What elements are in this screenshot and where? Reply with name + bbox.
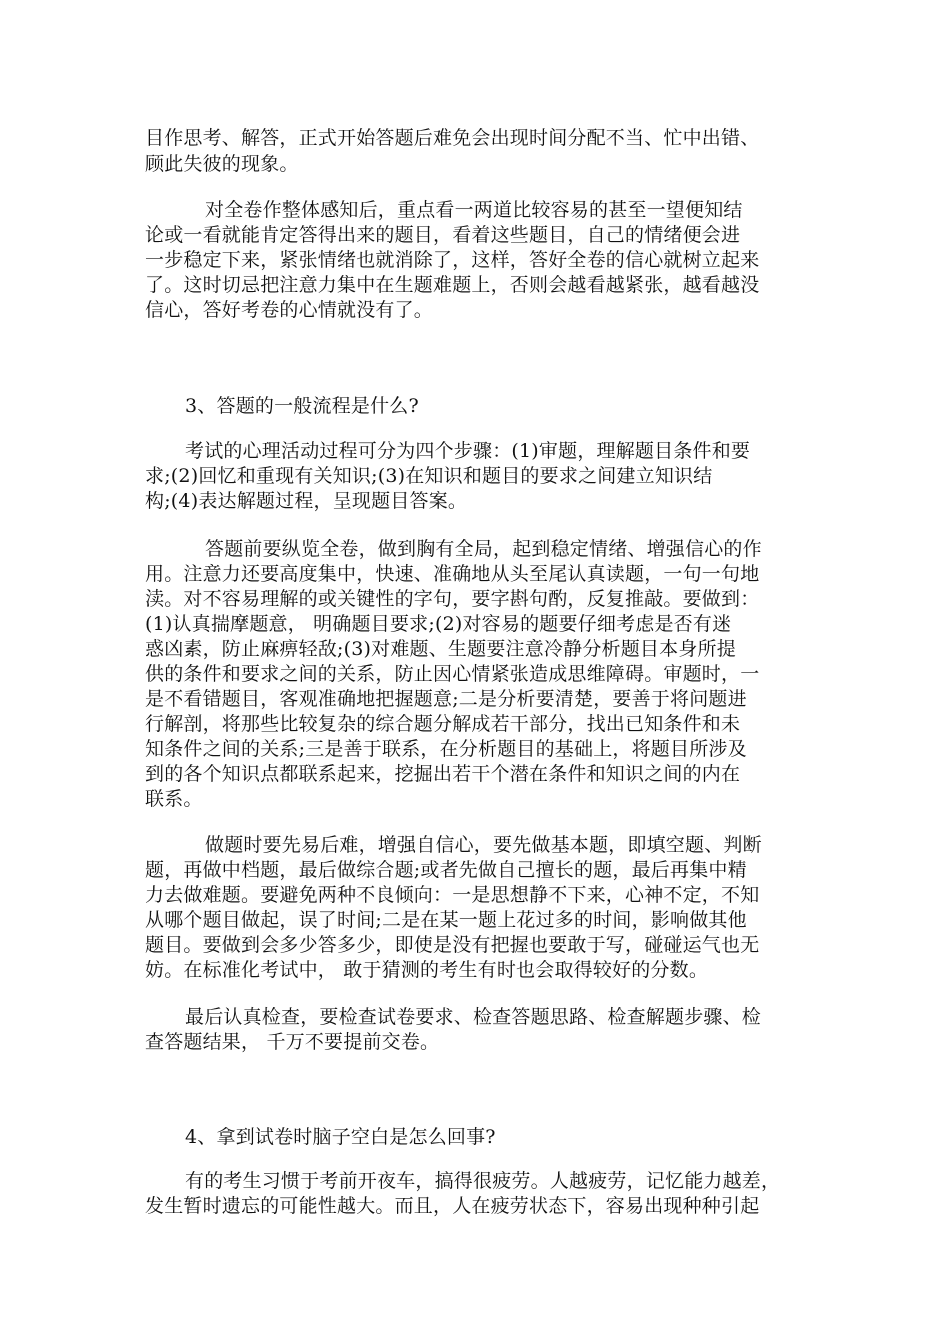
text-line: 妨。在标准化考试中， 敢于猜测的考生有时也会取得较好的分数。 [145, 959, 709, 981]
text-line: 是不看错题目，客观准确地把握题意;二是分析要清楚，要善于将问题进 [145, 688, 747, 710]
text-line: 做题时要先易后难，增强自信心，要先做基本题，即填空题、判断 [205, 834, 762, 856]
text-line: 到的各个知识点都联系起来，挖掘出若干个潜在条件和知识之间的内在 [145, 763, 741, 785]
text-line: (1)认真揣摩题意， 明确题目要求;(2)对容易的题要仔细考虑是否有迷 [145, 613, 732, 635]
text-line: 信心，答好考卷的心情就没有了。 [145, 299, 434, 321]
text-line: 一步稳定下来，紧张情绪也就消除了，这样，答好全卷的信心就树立起来 [145, 249, 760, 271]
text-line: 行解剖，将那些比较复杂的综合题分解成若干部分，找出已知条件和未 [145, 713, 741, 735]
text-line: 构;(4)表达解题过程，呈现题目答案。 [145, 490, 468, 512]
text-line: 有的考生习惯于考前开夜车，搞得很疲劳。人越疲劳，记忆能力越差， [185, 1170, 781, 1192]
text-line: 渎。对不容易理解的或关键性的字句，要字斟句酌，反复推敲。要做到： [145, 588, 760, 610]
text-line: 查答题结果， 千万不要提前交卷。 [145, 1031, 440, 1053]
text-line: 发生暂时遗忘的可能性越大。而且，人在疲劳状态下，容易出现种种引起 [145, 1195, 760, 1217]
text-line: 了。这时切忌把注意力集中在生题难题上，否则会越看越紧张，越看越没 [145, 274, 760, 296]
text-line: 从哪个题目做起，误了时间;二是在某一题上花过多的时间，影响做其他 [145, 909, 747, 931]
section-heading: 3、答题的一般流程是什么? [185, 395, 419, 417]
text-line: 求;(2)回忆和重现有关知识;(3)在知识和题目的要求之间建立知识结 [145, 465, 713, 487]
text-line: 供的条件和要求之间的关系，防止因心情紧张造成思维障碍。审题时，一 [145, 663, 760, 685]
text-line: 答题前要纵览全卷，做到胸有全局，起到稳定情绪、增强信心的作 [205, 538, 762, 560]
text-line: 知条件之间的关系;三是善于联系，在分析题目的基础上，将题目所涉及 [145, 738, 747, 760]
text-line: 顾此失彼的现象。 [145, 153, 299, 175]
text-line: 目作思考、解答，正式开始答题后难免会出现时间分配不当、忙中出错、 [145, 127, 760, 149]
text-line: 论或一看就能肯定答得出来的题目，看着这些题目，自己的情绪便会进 [145, 224, 741, 246]
text-line: 用。注意力还要高度集中，快速、准确地从头至尾认真读题，一句一句地 [145, 563, 760, 585]
text-line: 最后认真检查，要检查试卷要求、检查答题思路、检查解题步骤、检 [185, 1006, 762, 1028]
text-line: 惑凶素，防止麻痹轻敌;(3)对难题、生题要注意冷静分析题目本身所提 [145, 638, 736, 660]
section-heading: 4、拿到试卷时脑子空白是怎么回事? [185, 1126, 496, 1148]
text-line: 考试的心理活动过程可分为四个步骤：(1)审题，理解题目条件和要 [185, 440, 751, 462]
text-line: 题，再做中档题，最后做综合题;或者先做自己擅长的题，最后再集中精 [145, 859, 747, 881]
text-line: 力去做难题。要避免两种不良倾向：一是思想静不下来，心神不定，不知 [145, 884, 760, 906]
text-line: 题目。要做到会多少答多少，即使是没有把握也要敢于写，碰碰运气也无 [145, 934, 760, 956]
text-line: 联系。 [145, 788, 203, 810]
text-line: 对全卷作整体感知后，重点看一两道比较容易的甚至一望便知结 [205, 199, 743, 221]
